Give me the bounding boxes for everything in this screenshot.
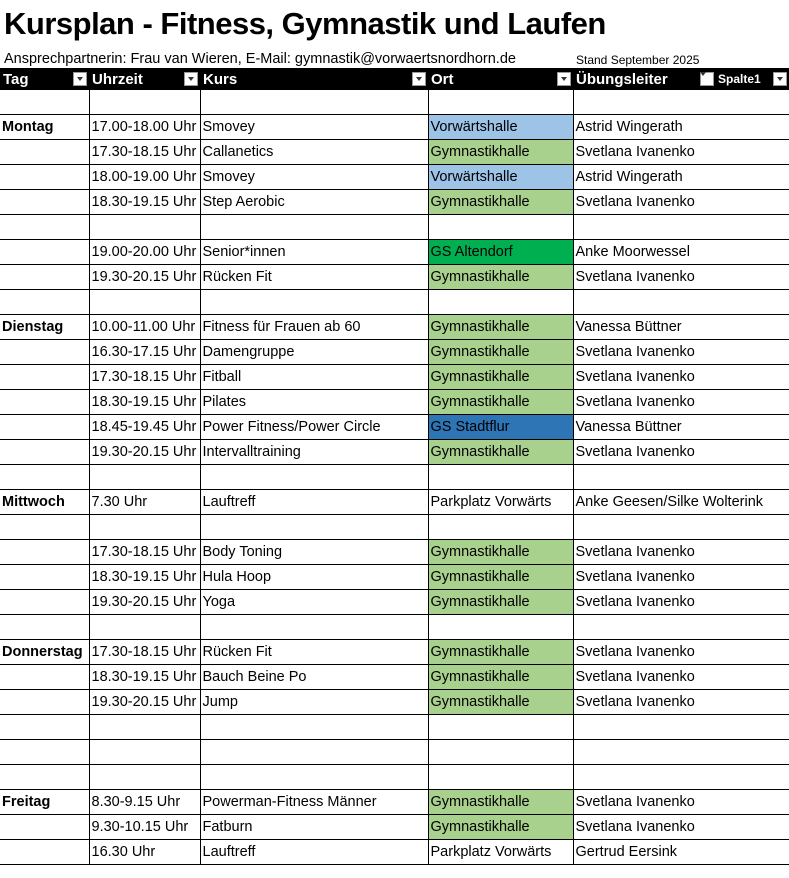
table-row [0,515,789,540]
time-cell[interactable]: 19.30-20.15 Uhr [89,590,200,615]
day-cell[interactable] [0,140,89,165]
instructor-cell[interactable]: Svetlana Ivanenko [573,540,789,565]
instructor-cell[interactable]: Vanessa Büttner [573,315,789,340]
table-row [0,815,789,840]
instructor-cell[interactable] [573,215,789,240]
instructor-cell[interactable] [573,740,789,765]
course-cell[interactable] [200,90,428,115]
location-cell[interactable]: Gymnastikhalle [428,365,573,390]
course-cell[interactable] [200,465,428,490]
day-cell[interactable] [0,540,89,565]
day-cell[interactable] [0,165,89,190]
location-cell[interactable]: Gymnastikhalle [428,265,573,290]
table-row [0,390,789,415]
location-cell[interactable] [428,465,573,490]
day-cell[interactable] [0,615,89,640]
location-cell[interactable]: Gymnastikhalle [428,440,573,465]
location-cell[interactable]: Gymnastikhalle [428,815,573,840]
table-row [0,90,789,115]
location-cell[interactable]: Gymnastikhalle [428,790,573,815]
table-row [0,290,789,315]
instructor-cell[interactable] [573,765,789,790]
time-cell[interactable]: 17.00-18.00 Uhr [89,115,200,140]
table-row [0,115,789,140]
stand-date: Stand September 2025 [576,53,700,67]
location-cell[interactable]: GS Altendorf [428,240,573,265]
day-cell[interactable] [0,815,89,840]
course-cell[interactable]: Hula Hoop [200,565,428,590]
filter-dropdown-icon[interactable] [557,72,571,86]
table-row [0,365,789,390]
course-cell[interactable]: Smovey [200,165,428,190]
instructor-cell[interactable]: Svetlana Ivanenko [573,590,789,615]
filter-dropdown-icon[interactable] [412,72,426,86]
time-cell[interactable]: 18.30-19.15 Uhr [89,565,200,590]
course-cell[interactable] [200,740,428,765]
location-cell[interactable]: Gymnastikhalle [428,140,573,165]
day-cell[interactable] [0,690,89,715]
location-cell[interactable] [428,765,573,790]
day-cell[interactable] [0,665,89,690]
instructor-cell[interactable]: Svetlana Ivanenko [573,190,789,215]
page-title: Kursplan - Fitness, Gymnastik und Laufen [4,6,606,41]
table-row [0,165,789,190]
table-row [0,240,789,265]
course-cell[interactable] [200,515,428,540]
header-ort [428,68,573,90]
instructor-cell[interactable]: Svetlana Ivanenko [573,390,789,415]
header-label: Übungsleiter [576,70,668,88]
time-cell[interactable]: 18.30-19.15 Uhr [89,190,200,215]
header-label: Spalte1 [718,71,761,86]
course-cell[interactable] [200,715,428,740]
location-cell[interactable]: Vorwärtshalle [428,115,573,140]
day-cell[interactable] [0,240,89,265]
instructor-cell[interactable]: Vanessa Büttner [573,415,789,440]
header-kurs [200,68,428,90]
time-cell[interactable]: 19.00-20.00 Uhr [89,240,200,265]
day-cell[interactable] [0,190,89,215]
instructor-cell[interactable] [573,465,789,490]
course-cell[interactable]: Intervalltraining [200,440,428,465]
table-row [0,215,789,240]
time-cell[interactable]: 17.30-18.15 Uhr [89,540,200,565]
day-cell[interactable]: Freitag [0,790,89,815]
instructor-cell[interactable]: Anke Geesen/Silke Wolterink [573,490,789,515]
location-cell[interactable]: GS Stadtflur [428,415,573,440]
day-cell[interactable] [0,565,89,590]
course-cell[interactable]: Pilates [200,390,428,415]
day-cell[interactable]: Mittwoch [0,490,89,515]
table-row [0,640,789,665]
location-cell[interactable] [428,515,573,540]
time-cell[interactable]: 17.30-18.15 Uhr [89,640,200,665]
course-cell[interactable]: Senior*innen [200,240,428,265]
schedule-body [0,90,789,865]
time-cell[interactable] [89,515,200,540]
instructor-cell[interactable]: Gertrud Eersink [573,840,789,865]
time-cell[interactable] [89,215,200,240]
instructor-cell[interactable]: Svetlana Ivanenko [573,440,789,465]
course-cell[interactable]: Rücken Fit [200,265,428,290]
instructor-cell[interactable]: Anke Moorwessel [573,240,789,265]
day-cell[interactable] [0,340,89,365]
location-cell[interactable]: Gymnastikhalle [428,640,573,665]
course-cell[interactable] [200,615,428,640]
location-cell[interactable] [428,290,573,315]
instructor-cell[interactable] [573,90,789,115]
filter-dropdown-icon[interactable] [773,72,787,86]
day-cell[interactable] [0,290,89,315]
filter-dropdown-icon[interactable] [184,72,198,86]
time-cell[interactable] [89,715,200,740]
header-tag [0,68,89,90]
header-label: Uhrzeit [92,70,143,88]
location-cell[interactable]: Gymnastikhalle [428,340,573,365]
instructor-cell[interactable] [573,615,789,640]
instructor-cell[interactable]: Astrid Wingerath [573,115,789,140]
time-cell[interactable]: 18.30-19.15 Uhr [89,390,200,415]
course-cell[interactable]: Jump [200,690,428,715]
table-row [0,665,789,690]
time-cell[interactable] [89,615,200,640]
time-cell[interactable]: 9.30-10.15 Uhr [89,815,200,840]
table-row [0,490,789,515]
day-cell[interactable]: Montag [0,115,89,140]
table-row [0,340,789,365]
course-cell[interactable]: Fatburn [200,815,428,840]
table-row [0,540,789,565]
day-cell[interactable] [0,590,89,615]
time-cell[interactable]: 17.30-18.15 Uhr [89,140,200,165]
course-cell[interactable]: Powerman-Fitness Männer [200,790,428,815]
time-cell[interactable]: 16.30 Uhr [89,840,200,865]
time-cell[interactable]: 8.30-9.15 Uhr [89,790,200,815]
table-row [0,565,789,590]
location-cell[interactable]: Gymnastikhalle [428,190,573,215]
day-cell[interactable] [0,765,89,790]
course-cell[interactable]: Lauftreff [200,490,428,515]
course-cell[interactable]: Rücken Fit [200,640,428,665]
course-cell[interactable]: Smovey [200,115,428,140]
instructor-cell[interactable]: Svetlana Ivanenko [573,365,789,390]
location-cell[interactable] [428,740,573,765]
header-label: Tag [3,70,29,88]
instructor-cell[interactable]: Svetlana Ivanenko [573,665,789,690]
course-cell[interactable] [200,215,428,240]
location-cell[interactable]: Gymnastikhalle [428,390,573,415]
time-cell[interactable] [89,765,200,790]
location-cell[interactable]: Parkplatz Vorwärts [428,490,573,515]
day-cell[interactable]: Donnerstag [0,640,89,665]
location-cell[interactable] [428,90,573,115]
header-label: Kurs [203,70,238,88]
table-row [0,615,789,640]
time-cell[interactable]: 18.30-19.15 Uhr [89,665,200,690]
instructor-cell[interactable] [573,715,789,740]
instructor-cell[interactable]: Svetlana Ivanenko [573,690,789,715]
time-cell[interactable]: 19.30-20.15 Uhr [89,690,200,715]
table-row [0,590,789,615]
instructor-cell[interactable] [573,290,789,315]
time-cell[interactable] [89,465,200,490]
header-spalte1 [697,68,789,90]
time-cell[interactable]: 10.00-11.00 Uhr [89,315,200,340]
day-cell[interactable] [0,90,89,115]
time-cell[interactable]: 18.45-19.45 Uhr [89,415,200,440]
course-cell[interactable]: Callanetics [200,140,428,165]
course-cell[interactable]: Step Aerobic [200,190,428,215]
table-row [0,415,789,440]
day-cell[interactable] [0,840,89,865]
day-cell[interactable] [0,365,89,390]
location-cell[interactable]: Gymnastikhalle [428,315,573,340]
time-cell[interactable] [89,740,200,765]
header-label: Ort [431,70,454,88]
location-cell[interactable] [428,715,573,740]
table-row [0,765,789,790]
course-cell[interactable]: Damengruppe [200,340,428,365]
day-cell[interactable] [0,215,89,240]
day-cell[interactable] [0,715,89,740]
schedule-table [0,68,789,865]
course-cell[interactable]: Fitball [200,365,428,390]
time-cell[interactable] [89,290,200,315]
instructor-cell[interactable]: Svetlana Ivanenko [573,815,789,840]
time-cell[interactable] [89,90,200,115]
location-cell[interactable]: Gymnastikhalle [428,690,573,715]
day-cell[interactable] [0,390,89,415]
day-cell[interactable] [0,740,89,765]
time-cell[interactable]: 19.30-20.15 Uhr [89,440,200,465]
instructor-cell[interactable]: Svetlana Ivanenko [573,565,789,590]
course-cell[interactable]: Power Fitness/Power Circle [200,415,428,440]
location-cell[interactable]: Parkplatz Vorwärts [428,840,573,865]
course-cell[interactable]: Lauftreff [200,840,428,865]
table-row [0,190,789,215]
header-uhrzeit [89,68,200,90]
day-cell[interactable] [0,515,89,540]
instructor-cell[interactable]: Svetlana Ivanenko [573,265,789,290]
table-row [0,790,789,815]
day-cell[interactable] [0,440,89,465]
instructor-cell[interactable] [573,515,789,540]
table-row [0,265,789,290]
table-row [0,715,789,740]
table-row [0,740,789,765]
time-cell[interactable]: 18.00-19.00 Uhr [89,165,200,190]
table-row [0,465,789,490]
instructor-cell[interactable]: Svetlana Ivanenko [573,340,789,365]
header-uebungsleiter [573,68,697,90]
table-row [0,315,789,340]
instructor-cell[interactable]: Svetlana Ivanenko [573,790,789,815]
header-row [0,68,789,90]
course-cell[interactable] [200,765,428,790]
location-cell[interactable]: Gymnastikhalle [428,540,573,565]
filter-dropdown-icon[interactable] [700,72,714,86]
time-cell[interactable]: 16.30-17.15 Uhr [89,340,200,365]
instructor-cell[interactable]: Svetlana Ivanenko [573,140,789,165]
location-cell[interactable]: Gymnastikhalle [428,590,573,615]
filter-dropdown-icon[interactable] [73,72,87,86]
contact-line: Ansprechpartnerin: Frau van Wieren, E-Mail: gymnastik@vorwaertsnordhorn.de [4,51,516,67]
course-cell[interactable]: Yoga [200,590,428,615]
instructor-cell[interactable]: Astrid Wingerath [573,165,789,190]
course-cell[interactable]: Body Toning [200,540,428,565]
location-cell[interactable] [428,615,573,640]
location-cell[interactable]: Vorwärtshalle [428,165,573,190]
time-cell[interactable]: 7.30 Uhr [89,490,200,515]
location-cell[interactable] [428,215,573,240]
table-row [0,440,789,465]
table-row [0,840,789,865]
time-cell[interactable]: 17.30-18.15 Uhr [89,365,200,390]
day-cell[interactable] [0,415,89,440]
day-cell[interactable]: Dienstag [0,315,89,340]
location-cell[interactable]: Gymnastikhalle [428,665,573,690]
instructor-cell[interactable]: Svetlana Ivanenko [573,640,789,665]
day-cell[interactable] [0,465,89,490]
course-cell[interactable]: Bauch Beine Po [200,665,428,690]
day-cell[interactable] [0,265,89,290]
time-cell[interactable]: 19.30-20.15 Uhr [89,265,200,290]
table-row [0,690,789,715]
table-row [0,140,789,165]
location-cell[interactable]: Gymnastikhalle [428,565,573,590]
course-cell[interactable]: Fitness für Frauen ab 60 [200,315,428,340]
course-cell[interactable] [200,290,428,315]
